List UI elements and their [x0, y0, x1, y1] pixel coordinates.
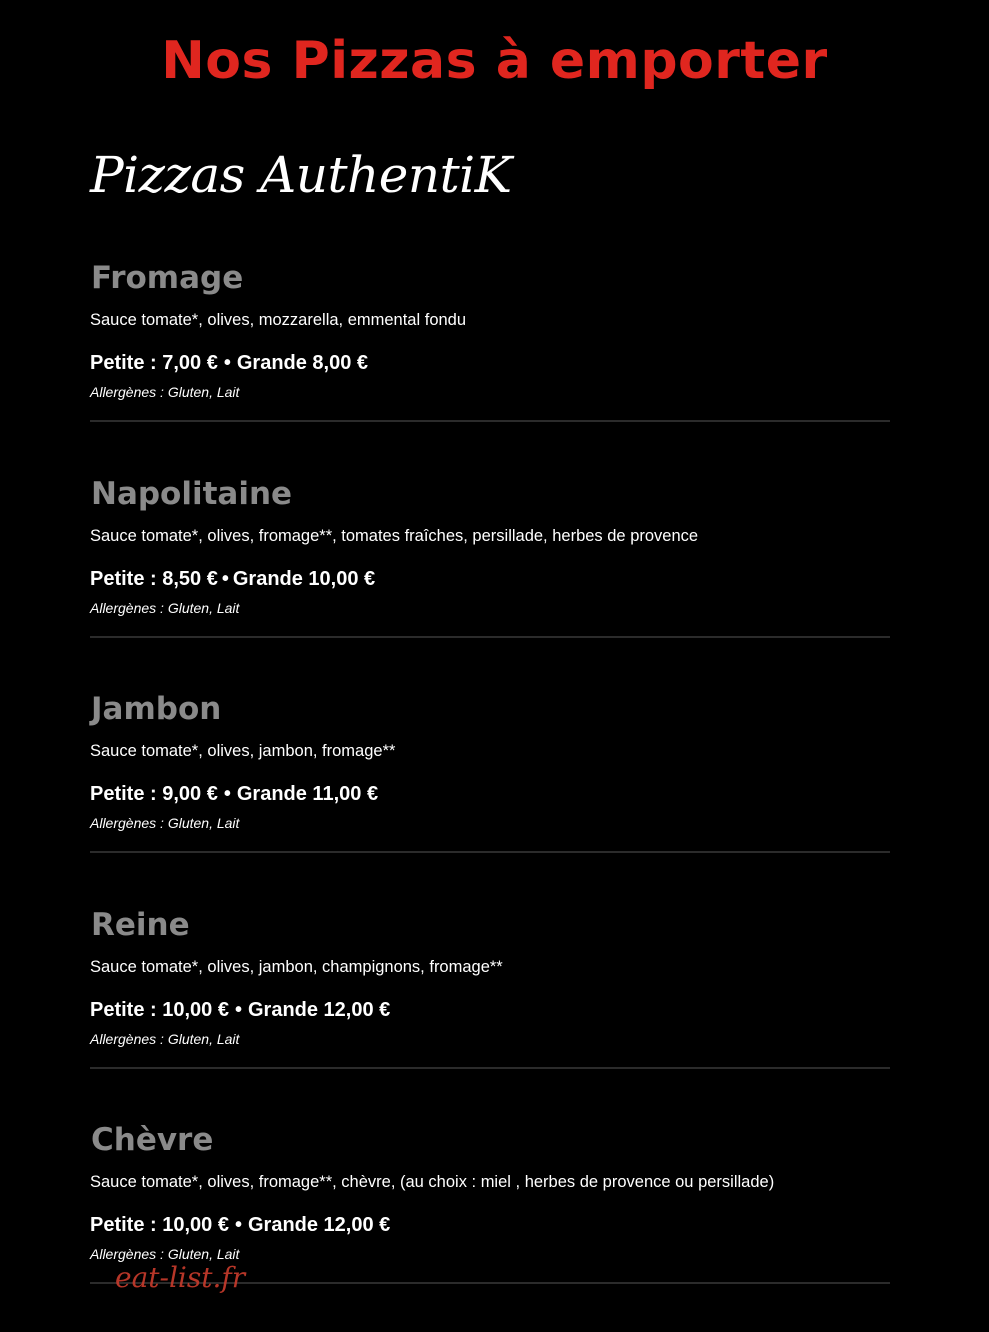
price-petite: Petite : 10,00 € [90, 998, 229, 1021]
pizza-allergens: Allergènes : Gluten, Lait [90, 384, 240, 400]
pizza-price [90, 564, 375, 594]
watermark: eat-list.fr [115, 1261, 246, 1294]
item-divider [90, 636, 890, 638]
bullet-separator: • [221, 567, 229, 590]
bullet-separator: • [223, 783, 231, 805]
pizza-allergens: Allergènes : Gluten, Lait [90, 1030, 240, 1047]
item-divider [90, 1067, 890, 1069]
menu-item [90, 470, 890, 686]
pizza-description: Sauce tomate*, olives, jambon, fromage** [90, 742, 396, 760]
price-grande: Grande 8,00 € [236, 352, 369, 374]
price-petite: Petite : 10,00 € [90, 1214, 229, 1236]
bullet-separator: • [223, 352, 231, 374]
section-title: Pizzas AuthentiK [90, 146, 512, 204]
bullet-separator: • [234, 1214, 242, 1236]
price-petite: Petite : 7,00 € [90, 352, 218, 374]
page-title: Nos Pizzas à emporter [161, 31, 828, 91]
pizza-description: Sauce tomate*, olives, fromage**, chèvre, (au choix : miel , herbes de provence ou persillade) [90, 1173, 775, 1191]
pizza-name: Chèvre [91, 1122, 214, 1158]
menu-item [90, 685, 890, 901]
price-petite: Petite : 9,00 € [90, 783, 218, 805]
menu-item [90, 901, 890, 1117]
pizza-name: Jambon [91, 691, 222, 727]
pizza-price [90, 995, 390, 1025]
menu-item [90, 1116, 890, 1332]
price-grande: Grande 12,00 € [247, 998, 391, 1021]
menu-item [90, 254, 890, 470]
pizza-name: Napolitaine [91, 475, 293, 512]
pizza-price [90, 348, 368, 378]
pizza-description: Sauce tomate*, olives, jambon, champignons, fromage** [90, 957, 503, 976]
bullet-separator: • [234, 998, 242, 1021]
pizza-description: Sauce tomate*, olives, mozzarella, emmental fondu [90, 311, 467, 329]
pizza-allergens: Allergènes : Gluten, Lait [90, 815, 240, 831]
price-grande: Grande 12,00 € [247, 1214, 391, 1236]
pizza-name: Fromage [91, 260, 244, 296]
pizza-price [90, 1210, 390, 1240]
pizza-name: Reine [91, 906, 190, 943]
menu-list [90, 254, 890, 1332]
pizza-allergens: Allergènes : Gluten, Lait [90, 1246, 240, 1262]
price-grande: Grande 11,00 € [236, 783, 379, 805]
pizza-price [90, 779, 378, 809]
item-divider [90, 851, 890, 853]
price-petite: Petite : 8,50 € [90, 567, 218, 590]
pizza-description: Sauce tomate*, olives, fromage**, tomates fraîches, persillade, herbes de provence [90, 526, 699, 545]
price-grande: Grande 10,00 € [232, 567, 376, 590]
item-divider [90, 420, 890, 422]
pizza-allergens: Allergènes : Gluten, Lait [90, 599, 240, 616]
